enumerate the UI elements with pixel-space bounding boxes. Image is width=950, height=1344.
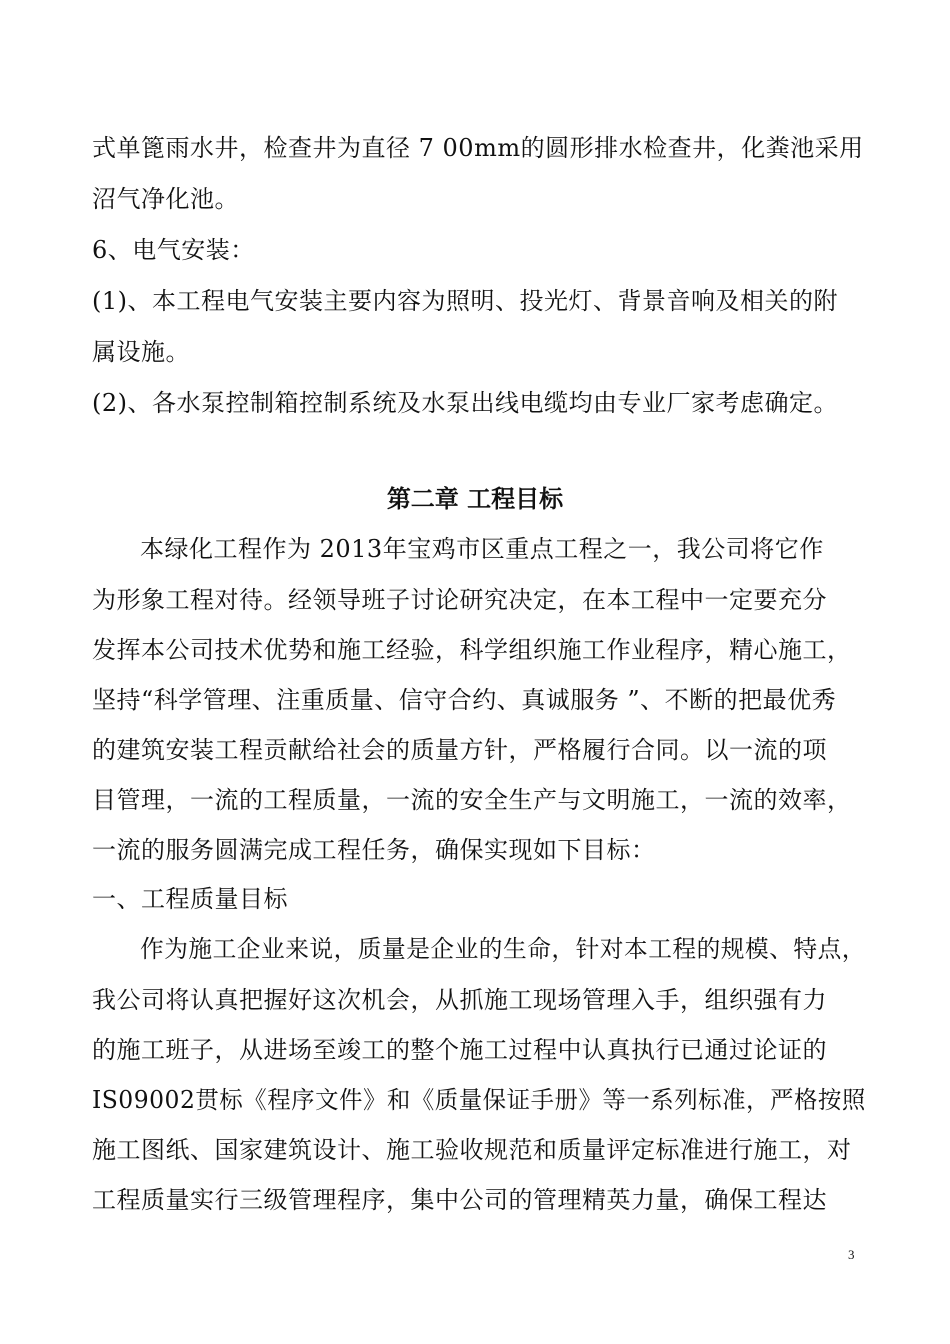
text-line: 6、电气安装： <box>92 236 255 264</box>
text-line: (2)、各水泵控制箱控制系统及水泵出线电缆均由专业厂家考虑确定。 <box>92 389 838 417</box>
text-line: 属设施。 <box>92 338 190 366</box>
text-line: 式单篦雨水井，检查井为直径 7 00mm的圆形排水检查井，化粪池采用 <box>92 134 864 162</box>
section-heading: 一、工程质量目标 <box>92 885 288 913</box>
text-line: 一流的服务圆满完成工程任务，确保实现如下目标： <box>92 836 656 864</box>
text-line: 目管理，一流的工程质量，一流的安全生产与文明施工，一流的效率， <box>92 786 852 814</box>
text-line: 的建筑安装工程贡献给社会的质量方针，严格履行合同。以一流的项 <box>92 736 827 764</box>
chapter-title: 第二章 工程目标 <box>386 484 564 513</box>
text-line: 本绿化工程作为 2013年宝鸡市区重点工程之一，我公司将它作 <box>140 535 824 563</box>
text-line: IS09002贯标《程序文件》和《质量保证手册》等一系列标准，严格按照 <box>92 1086 866 1114</box>
text-line: 为形象工程对待。经领导班子讨论研究决定，在本工程中一定要充分 <box>92 586 827 614</box>
text-line: (1)、本工程电气安装主要内容为照明、投光灯、背景音响及相关的附 <box>92 287 838 315</box>
text-line: 的施工班子，从进场至竣工的整个施工过程中认真执行已通过论证的 <box>92 1036 827 1064</box>
page-number: 3 <box>848 1247 855 1262</box>
text-line: 坚持“科学管理、注重质量、信守合约、真诚服务 ”、不断的把最优秀 <box>92 686 837 714</box>
text-line: 我公司将认真把握好这次机会，从抓施工现场管理入手，组织强有力 <box>92 986 827 1014</box>
text-line: 作为施工企业来说，质量是企业的生命，针对本工程的规模、特点， <box>140 935 866 963</box>
text-line: 工程质量实行三级管理程序，集中公司的管理精英力量，确保工程达 <box>92 1186 827 1214</box>
text-line: 沼气净化池。 <box>92 185 239 213</box>
text-line: 发挥本公司技术优势和施工经验，科学组织施工作业程序，精心施工， <box>92 636 852 664</box>
text-line: 施工图纸、国家建筑设计、施工验收规范和质量评定标准进行施工，对 <box>92 1136 852 1164</box>
